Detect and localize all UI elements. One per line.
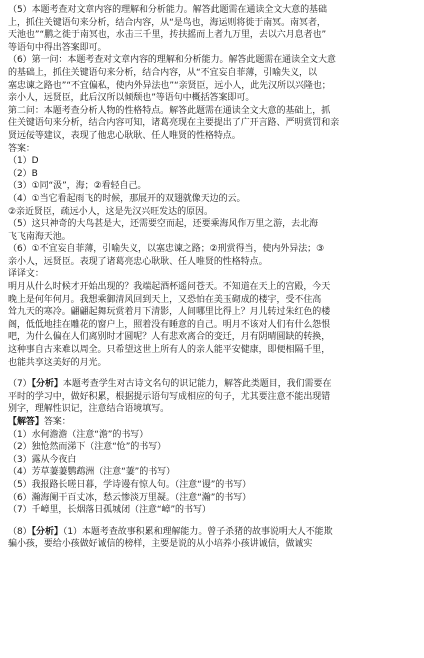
answer-line: （3）露从今夜白 — [8, 454, 77, 465]
answer-line: ②亲近贤臣，疏远小人，这是先汉兴旺发达的原因。 — [8, 206, 213, 217]
text-span: 本题考查学生对古诗文名句的识记能力，解答此类题目，我们需要在 — [62, 379, 332, 390]
text-span: （1）本题考查故事积累和理解能力。曾子杀猪的故事说明大人不能欺 — [62, 526, 333, 537]
text-line: 塞忠谏之路也”“不宜偏私，使内外异法也”“亲贤臣，远小人，此先汉所以兴隆也； — [8, 80, 331, 91]
analysis-block-6 — [8, 54, 416, 142]
answer-line: （1）D — [8, 156, 39, 167]
text-line — [8, 416, 416, 429]
answer-line: （5）这只神奇的大鸟甚是大，还需要空而起，还要乘海风作万里之游，去北海 — [8, 219, 318, 230]
text-line: 耸九天的寒冷。翩翩起舞玩赏着月下清影，人间哪里比得上？月儿转过朱红色的楼 — [8, 307, 331, 318]
text-line: 的基础上，抓住关键语句来分析，结合内容，从“不宜妄自菲薄，引喻失义，以 — [8, 67, 317, 78]
text-line: 第二问：本题考查分析人物的性格特点。解答此题需在通读全文大意的基础上，抓 — [8, 105, 331, 116]
text-line: 贤远佞等建议，表现了他忠心耿耿、任人唯贤的性格特点。 — [8, 130, 241, 141]
answers-list — [8, 155, 416, 268]
text-line: （6）第一问：本题考查对文章内容的理解和分析能力。解答此题需在通读全文大意 — [8, 55, 336, 66]
answer-line: （5）我报路长嗟日暮，学诗谩有惊人句。（注意“谩”的书写） — [8, 479, 252, 490]
translation-paragraph — [8, 281, 416, 369]
text-line: 晚上是何年何月。我想乘御清风回到天上，又恐怕在美玉砌成的楼宇，受不住高 — [8, 294, 322, 305]
answer-line: （1）水何澹澹（注意“澹”的书写） — [8, 429, 149, 440]
analysis-tag: 【分析】 — [31, 379, 63, 390]
solution-tag: 【解答】 — [8, 417, 44, 427]
answer-label: 答案： — [43, 417, 71, 427]
text-line — [8, 526, 416, 539]
text-line: 天池也”“鹏之徙于南冥也，水击三千里，抟扶摇而上者九万里，去以六月息者也” — [8, 30, 327, 41]
text-line: 上，抓住关键语句来分析，结合内容，从“是鸟也，海运则将徙于南冥。南冥者， — [8, 17, 326, 28]
question-number: （8） — [8, 526, 32, 537]
text-line: 这种事自古来难以周全。只希望这世上所有人的亲人能平安健康，即便相隔千里， — [8, 345, 331, 356]
text-line: 骗小孩，要给小孩做好诚信的榜样，主要是说的从小培养小孩讲诚信，做诚实 — [8, 539, 313, 550]
answer-line: （7）千嶂里，长烟落日孤城闭（注意“嶂”的书写） — [8, 505, 211, 516]
text-line: 亲小人，远贤臣，此后汉所以倾颓也”等语句中概括答案即可。 — [8, 93, 255, 104]
answer-line: 飞飞南海天池。 — [8, 231, 71, 242]
text-line: 别字，理解性识记，注意结合语境填写。 — [8, 404, 170, 415]
answer-line: （6）瀚海阑干百丈冰，愁云惨淡万里凝。（注意“瀚”的书写） — [8, 492, 252, 503]
question-7-block — [8, 378, 416, 517]
answer-line: （4）芳草萋萋鹦鹉洲（注意“萋”的书写） — [8, 467, 176, 478]
answer-line: （2）B — [8, 168, 38, 179]
question-8-block — [8, 526, 416, 551]
analysis-block-5 — [8, 4, 416, 54]
text-line: 阁，低低地挂在雕花的窗户上，照着没有睡意的自己。明月不该对人们有什么怨恨 — [8, 319, 331, 330]
text-line: 等语句中得出答案即可。 — [8, 42, 107, 53]
answer-label: 答案： — [8, 143, 35, 154]
spacer — [8, 369, 416, 378]
text-line: 住关键语句来分析，结合内容可知，诸葛亮现在主要提出了广开言路、严明赏罚和亲 — [8, 118, 340, 129]
text-line: 明月从什么时候才开始出现的？我端起酒杯遥问苍天。不知道在天上的宫殿，今天 — [8, 282, 331, 293]
translation-label: 译译文： — [8, 269, 44, 280]
answer-line: （2）独怆然而涕下（注意“怆”的书写） — [8, 442, 167, 453]
question-number: （7） — [8, 379, 32, 390]
spacer — [8, 517, 416, 526]
text-line: （5）本题考查对文章内容的理解和分析能力。解答此题需在通读全文大意的基础 — [8, 5, 327, 15]
answer-line: （4）①当它看起雨飞的时候，那展开的双翅就像天边的云。 — [8, 193, 246, 204]
analysis-tag: 【分析】 — [31, 526, 63, 537]
text-line: 平时的学习中，做好积累，根据提示语句写成相应的句子，尤其要注意不能出现错 — [8, 391, 331, 402]
answer-line: 亲小人，远贤臣。表现了诸葛亮忠心耿耿、任人唯贤的性格特点。 — [8, 256, 268, 267]
text-line: 吧，为什么偏在人们离别时才圆呢？人有悲欢离合的变迁，月有阴晴圆缺的转换， — [8, 332, 331, 343]
answer-line: （6）①不宜妄自菲薄，引喻失义，以塞忠谏之路；②刑赏得当，使内外异法；③ — [8, 244, 325, 255]
text-line: 也能共享这美好的月光。 — [8, 357, 107, 368]
answer-line: （3）①同“汲”，海；②看轻自己。 — [8, 181, 147, 192]
text-line — [8, 378, 416, 391]
